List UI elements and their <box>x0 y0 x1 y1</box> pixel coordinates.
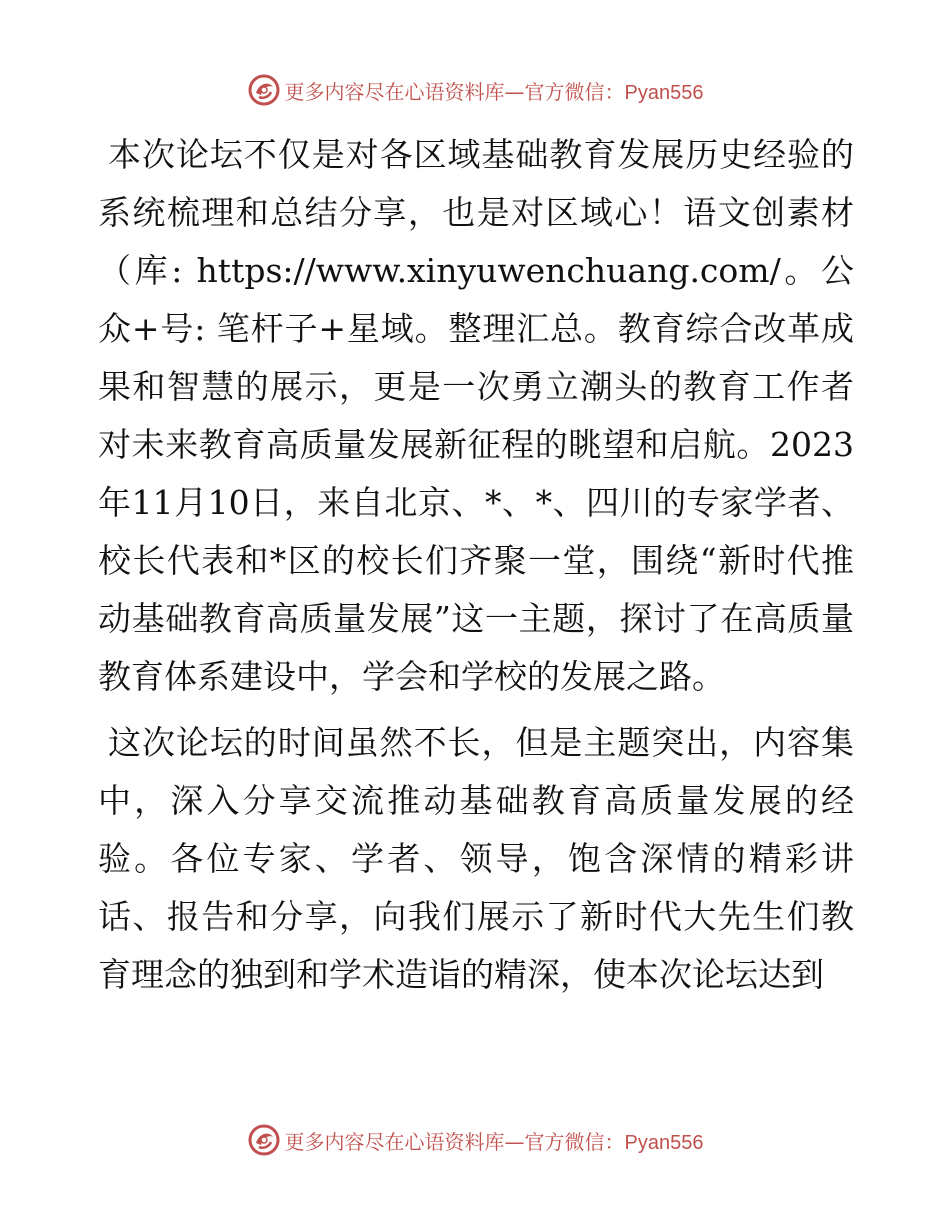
header-banner-text <box>285 76 704 105</box>
footer-banner-inner <box>247 1122 704 1158</box>
footer-banner-label: 更多内容尽在心语资料库—官方微信： <box>284 1129 625 1154</box>
red-swirl-logo-icon <box>247 73 281 107</box>
header-banner-label: 更多内容尽在心语资料库—官方微信： <box>284 79 625 104</box>
document-body <box>98 126 854 1012</box>
red-swirl-logo-icon <box>247 1123 281 1157</box>
header-banner-inner <box>247 72 704 108</box>
paragraph-1: 本次论坛不仅是对各区域基础教育发展历史经验的系统梳理和总结分享，也是对区域心！语文创素材（库: https://www.xinyuwenchuang.com/。公众+号: 笔杆子+星域。整理汇总。教育综合改革成果和智慧的展示，更是一次勇立潮头的教育工作者对未来教育高质量发展新征程的眺望和启航。2023年11月10日，来自北京、*、*、四川的专家学者、校长代表和*区的校长们齐聚一堂，围绕“新时代推动基础教育高质量发展”这一主题，探讨了在高质量教育体系建设中，学会和学校的发展之路。 <box>98 135 854 696</box>
footer-banner-text <box>285 1126 704 1155</box>
paragraph-2: 这次论坛的时间虽然不长，但是主题突出，内容集中，深入分享交流推动基础教育高质量发展的经验。各位专家、学者、领导，饱含深情的精彩讲话、报告和分享，向我们展示了新时代大先生们教育理念的独到和学术造诣的精深，使本次论坛达到 <box>98 723 854 994</box>
header-banner <box>0 72 950 108</box>
footer-banner-code: Pyan556 <box>624 1131 704 1154</box>
footer-banner <box>0 1122 950 1158</box>
header-banner-code: Pyan556 <box>624 81 704 104</box>
